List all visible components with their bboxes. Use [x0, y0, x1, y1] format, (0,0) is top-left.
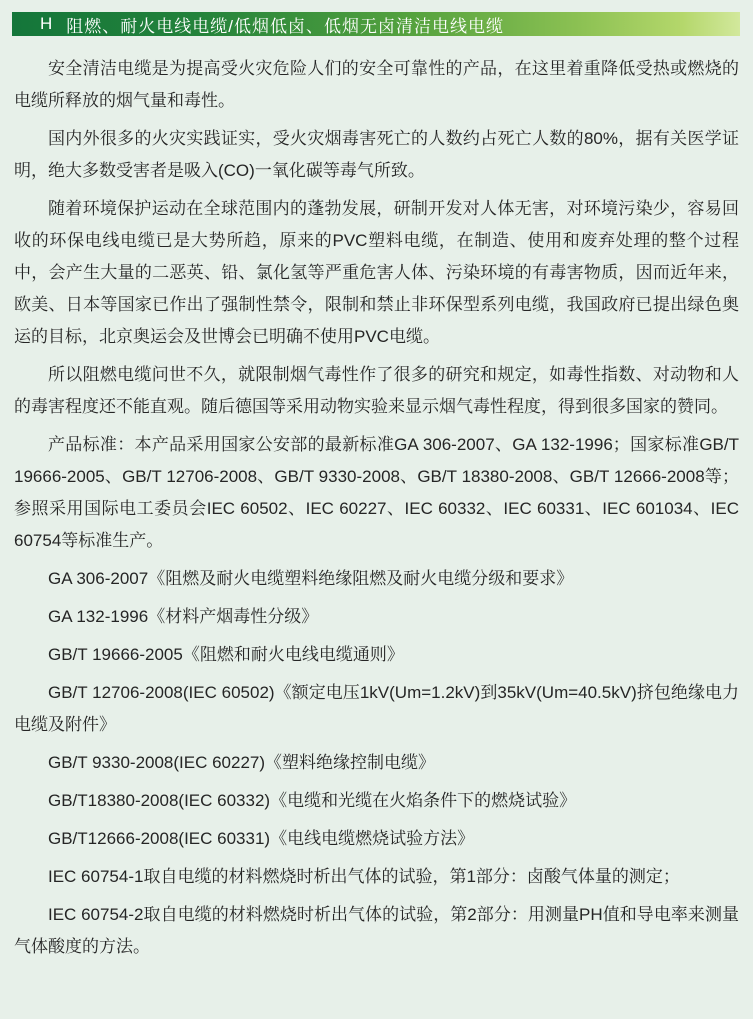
standard-iec-60754-1: IEC 60754-1取自电缆的材料燃烧时析出气体的试验，第1部分：卤酸气体量的测定； — [48, 867, 680, 886]
body-text — [12, 36, 740, 963]
standard-gbt-19666-2005: GB/T 19666-2005《阻燃和耐火电线电缆通则》 — [48, 645, 404, 664]
standard-ga-306-2007: GA 306-2007《阻燃及耐火电缆塑料绝缘阻燃及耐火电缆分级和要求》 — [48, 569, 574, 588]
standard-gbt-12706-2008: GB/T 12706-2008(IEC 60502)《额定电压1kV(Um=1.2kV)到35kV(Um=40.5kV)挤包绝缘电力电缆及附件》 — [14, 683, 739, 734]
section-letter: H — [40, 14, 54, 33]
paragraph-environmental-protection: 随着环境保护运动在全球范围内的蓬勃发展，研制开发对人体无害，对环境污染少，容易回收的环保电线电缆已是大势所趋，原来的PVC塑料电缆，在制造、使用和废弃处理的整个过程中，会产生大量的二恶英、铅、氯化氢等严重危害人体、污染环境的有毒害物质，因而近年来，欧美、日本等国家已作出了强制性禁令，限制和禁止非环保型系列电缆，我国政府已提出绿色奥运的目标，北京奥运会及世博会已明确不使用PVC电缆。 — [14, 199, 739, 346]
standard-ga-132-1996: GA 132-1996《材料产烟毒性分级》 — [48, 607, 319, 626]
standard-gbt-12666-2008: GB/T12666-2008(IEC 60331)《电线电缆燃烧试验方法》 — [48, 829, 475, 848]
paragraph-safety-intro: 安全清洁电缆是为提高受火灾危险人们的安全可靠性的产品，在这里着重降低受热或燃烧的电缆所释放的烟气量和毒性。 — [14, 59, 739, 110]
standard-gbt-18380-2008: GB/T18380-2008(IEC 60332)《电缆和光缆在火焰条件下的燃烧试验》 — [48, 791, 577, 810]
paragraph-fire-statistics: 国内外很多的火灾实践证实，受火灾烟毒害死亡的人数约占死亡人数的80%，据有关医学证明，绝大多数受害者是吸入(CO)一氧化碳等毒气所致。 — [14, 129, 739, 180]
standard-gbt-9330-2008: GB/T 9330-2008(IEC 60227)《塑料绝缘控制电缆》 — [48, 753, 436, 772]
standard-iec-60754-2: IEC 60754-2取自电缆的材料燃烧时析出气体的试验，第2部分：用测量PH值和导电率来测量气体酸度的方法。 — [14, 905, 739, 956]
paragraph-smoke-toxicity-research: 所以阻燃电缆问世不久，就限制烟气毒性作了很多的研究和规定，如毒性指数、对动物和人的毒害程度还不能直观。随后德国等采用动物实验来显示烟气毒性程度，得到很多国家的赞同。 — [14, 365, 739, 416]
section-header-bar — [12, 12, 740, 36]
section-title: 阻燃、耐火电线电缆/低烟低卤、低烟无卤清洁电线电缆 — [66, 16, 505, 36]
paragraph-product-standards: 产品标准：本产品采用国家公安部的最新标准GA 306-2007、GA 132-1996；国家标准GB/T 19666-2005、GB/T 12706-2008、GB/T 9330-2008、GB/T 18380-2008、GB/T 12666-2008等；参照采用国际电工委员会IEC 60502、IEC 60227、IEC 60332、IEC 60331、IEC 601034、IEC 60754等标准生产。 — [14, 435, 739, 550]
